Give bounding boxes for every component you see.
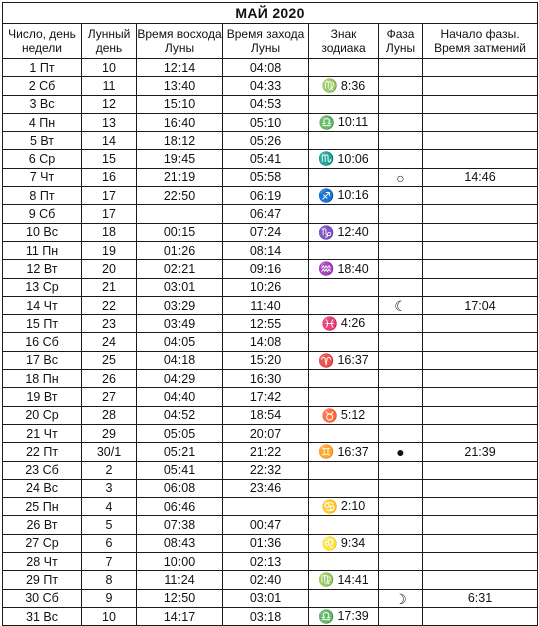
phase-start-cell bbox=[423, 223, 538, 241]
phase-start-cell bbox=[423, 534, 538, 552]
table-row bbox=[3, 132, 538, 150]
zodiac-cell bbox=[309, 424, 379, 442]
moonset-cell: 16:30 bbox=[223, 370, 309, 388]
moonrise-cell: 11:24 bbox=[137, 571, 223, 589]
lunar-day-cell: 5 bbox=[82, 516, 137, 534]
phase-start-cell: 17:04 bbox=[423, 296, 538, 314]
phase-start-cell bbox=[423, 406, 538, 424]
table-row bbox=[3, 296, 538, 314]
zodiac-cell bbox=[309, 315, 379, 333]
moonrise-cell: 05:21 bbox=[137, 443, 223, 461]
moonrise-cell: 12:14 bbox=[137, 59, 223, 77]
phase-start-cell bbox=[423, 498, 538, 516]
zodiac-cell bbox=[309, 388, 379, 406]
zodiac-entry-time: 12:40 bbox=[337, 224, 369, 239]
header-row bbox=[3, 24, 538, 59]
table-row bbox=[3, 168, 538, 186]
moon-phase-icon: ☽ bbox=[394, 590, 407, 607]
zodiac-entry-time: 16:37 bbox=[337, 353, 369, 368]
moonrise-cell: 10:00 bbox=[137, 553, 223, 571]
phase-cell bbox=[379, 589, 423, 607]
moonrise-cell: 00:15 bbox=[137, 223, 223, 241]
table-row bbox=[3, 607, 538, 625]
phase-cell bbox=[379, 461, 423, 479]
lunar-day-cell: 14 bbox=[82, 132, 137, 150]
lunar-day-cell: 20 bbox=[82, 260, 137, 278]
header-moonset: Время захода Луны bbox=[223, 24, 309, 59]
day-cell: 30 Сб bbox=[3, 589, 82, 607]
moonset-cell: 14:08 bbox=[223, 333, 309, 351]
table-row bbox=[3, 351, 538, 369]
day-cell: 16 Сб bbox=[3, 333, 82, 351]
moonrise-cell: 13:40 bbox=[137, 77, 223, 95]
day-cell: 2 Сб bbox=[3, 77, 82, 95]
zodiac-cell bbox=[309, 406, 379, 424]
zodiac-sign-icon: ♉ bbox=[321, 407, 338, 423]
phase-start-cell bbox=[423, 388, 538, 406]
phase-start-cell bbox=[423, 187, 538, 205]
moonrise-cell: 02:21 bbox=[137, 260, 223, 278]
lunar-day-cell: 3 bbox=[82, 479, 137, 497]
zodiac-entry-time: 9:34 bbox=[340, 536, 366, 551]
moonset-cell: 05:26 bbox=[223, 132, 309, 150]
moonset-cell: 07:24 bbox=[223, 223, 309, 241]
day-cell: 26 Вт bbox=[3, 516, 82, 534]
zodiac-entry-time: 5:12 bbox=[340, 407, 366, 422]
table-row bbox=[3, 315, 538, 333]
moonrise-cell: 12:50 bbox=[137, 589, 223, 607]
phase-cell bbox=[379, 424, 423, 442]
day-cell: 13 Ср bbox=[3, 278, 82, 296]
moonset-cell: 11:40 bbox=[223, 296, 309, 314]
table-row bbox=[3, 461, 538, 479]
table-row bbox=[3, 534, 538, 552]
moon-phase-icon: ○ bbox=[396, 169, 405, 186]
phase-cell bbox=[379, 296, 423, 314]
table-row bbox=[3, 424, 538, 442]
zodiac-sign-icon: ♒ bbox=[318, 261, 335, 277]
phase-cell bbox=[379, 553, 423, 571]
moonset-cell: 03:01 bbox=[223, 589, 309, 607]
moonrise-cell: 04:29 bbox=[137, 370, 223, 388]
zodiac-cell bbox=[309, 571, 379, 589]
zodiac-cell bbox=[309, 296, 379, 314]
lunar-day-cell: 10 bbox=[82, 59, 137, 77]
day-cell: 31 Вс bbox=[3, 607, 82, 625]
zodiac-cell bbox=[309, 187, 379, 205]
moonset-cell: 04:33 bbox=[223, 77, 309, 95]
header-zodiac-sign: Знак зодиака bbox=[309, 24, 379, 59]
phase-cell bbox=[379, 498, 423, 516]
table-row bbox=[3, 553, 538, 571]
table-row bbox=[3, 333, 538, 351]
phase-start-cell bbox=[423, 351, 538, 369]
phase-cell bbox=[379, 351, 423, 369]
table-row bbox=[3, 113, 538, 131]
day-cell: 14 Чт bbox=[3, 296, 82, 314]
moonrise-cell: 16:40 bbox=[137, 113, 223, 131]
moonrise-cell: 04:40 bbox=[137, 388, 223, 406]
lunar-day-cell: 9 bbox=[82, 589, 137, 607]
zodiac-cell bbox=[309, 443, 379, 461]
table-row bbox=[3, 187, 538, 205]
phase-start-cell bbox=[423, 260, 538, 278]
lunar-day-cell: 2 bbox=[82, 461, 137, 479]
day-cell: 12 Вт bbox=[3, 260, 82, 278]
table-row bbox=[3, 150, 538, 168]
lunar-day-cell: 6 bbox=[82, 534, 137, 552]
table-row bbox=[3, 443, 538, 461]
table-row bbox=[3, 589, 538, 607]
zodiac-sign-icon: ♎ bbox=[318, 114, 335, 130]
day-cell: 1 Пт bbox=[3, 59, 82, 77]
zodiac-cell bbox=[309, 534, 379, 552]
lunar-day-cell: 10 bbox=[82, 607, 137, 625]
phase-cell bbox=[379, 187, 423, 205]
day-cell: 19 Вт bbox=[3, 388, 82, 406]
moonset-cell: 21:22 bbox=[223, 443, 309, 461]
zodiac-cell bbox=[309, 59, 379, 77]
moonset-cell bbox=[223, 498, 309, 516]
zodiac-sign-icon: ♊ bbox=[318, 444, 335, 460]
header-day: Число, день недели bbox=[3, 24, 82, 59]
zodiac-entry-time: 8:36 bbox=[340, 78, 366, 93]
moonset-cell: 06:19 bbox=[223, 187, 309, 205]
moonrise-cell: 04:52 bbox=[137, 406, 223, 424]
phase-start-cell bbox=[423, 205, 538, 223]
phase-start-cell bbox=[423, 95, 538, 113]
moonset-cell: 02:13 bbox=[223, 553, 309, 571]
table-title: МАЙ 2020 bbox=[3, 3, 538, 24]
zodiac-sign-icon: ♍ bbox=[321, 78, 338, 94]
table-row bbox=[3, 59, 538, 77]
moon-phase-icon: ● bbox=[396, 444, 405, 461]
zodiac-sign-icon: ♑ bbox=[318, 224, 335, 240]
phase-cell bbox=[379, 571, 423, 589]
table-row bbox=[3, 498, 538, 516]
table-row bbox=[3, 241, 538, 259]
phase-cell bbox=[379, 516, 423, 534]
lunar-day-cell: 12 bbox=[82, 95, 137, 113]
moonset-cell: 02:40 bbox=[223, 571, 309, 589]
moonset-cell: 08:14 bbox=[223, 241, 309, 259]
zodiac-cell bbox=[309, 205, 379, 223]
day-cell: 29 Пт bbox=[3, 571, 82, 589]
moonset-cell: 04:53 bbox=[223, 95, 309, 113]
phase-cell bbox=[379, 59, 423, 77]
phase-cell bbox=[379, 333, 423, 351]
zodiac-cell bbox=[309, 498, 379, 516]
zodiac-sign-icon: ♈ bbox=[318, 352, 335, 368]
day-cell: 15 Пт bbox=[3, 315, 82, 333]
moonset-cell: 12:55 bbox=[223, 315, 309, 333]
moonrise-cell: 15:10 bbox=[137, 95, 223, 113]
phase-start-cell bbox=[423, 516, 538, 534]
day-cell: 24 Вс bbox=[3, 479, 82, 497]
day-cell: 21 Чт bbox=[3, 424, 82, 442]
moonrise-cell: 06:46 bbox=[137, 498, 223, 516]
lunar-day-cell: 24 bbox=[82, 333, 137, 351]
phase-start-cell bbox=[423, 59, 538, 77]
zodiac-cell bbox=[309, 241, 379, 259]
lunar-day-cell: 17 bbox=[82, 205, 137, 223]
moonset-cell: 20:07 bbox=[223, 424, 309, 442]
table-row bbox=[3, 516, 538, 534]
phase-cell bbox=[379, 315, 423, 333]
moonset-cell: 18:54 bbox=[223, 406, 309, 424]
zodiac-entry-time: 2:10 bbox=[340, 499, 366, 514]
title-row bbox=[3, 3, 538, 24]
day-cell: 28 Чт bbox=[3, 553, 82, 571]
lunar-day-cell: 13 bbox=[82, 113, 137, 131]
moonset-cell: 05:58 bbox=[223, 168, 309, 186]
phase-start-cell: 21:39 bbox=[423, 443, 538, 461]
phase-start-cell bbox=[423, 370, 538, 388]
lunar-day-cell: 15 bbox=[82, 150, 137, 168]
lunar-day-cell: 30/1 bbox=[82, 443, 137, 461]
zodiac-cell bbox=[309, 589, 379, 607]
lunar-day-cell: 28 bbox=[82, 406, 137, 424]
moonset-cell: 05:10 bbox=[223, 113, 309, 131]
day-cell: 10 Вс bbox=[3, 223, 82, 241]
moonset-cell: 01:36 bbox=[223, 534, 309, 552]
phase-cell bbox=[379, 77, 423, 95]
phase-cell bbox=[379, 278, 423, 296]
zodiac-cell bbox=[309, 333, 379, 351]
zodiac-entry-time: 4:26 bbox=[340, 316, 366, 331]
moonset-cell: 03:18 bbox=[223, 607, 309, 625]
moonset-cell: 06:47 bbox=[223, 205, 309, 223]
moonset-cell: 10:26 bbox=[223, 278, 309, 296]
moonrise-cell: 06:08 bbox=[137, 479, 223, 497]
moonrise-cell: 01:26 bbox=[137, 241, 223, 259]
table-row bbox=[3, 370, 538, 388]
zodiac-sign-icon: ♋ bbox=[321, 499, 338, 515]
phase-start-cell bbox=[423, 132, 538, 150]
moonset-cell: 23:46 bbox=[223, 479, 309, 497]
moonrise-cell bbox=[137, 205, 223, 223]
moonrise-cell: 05:05 bbox=[137, 424, 223, 442]
zodiac-entry-time: 10:16 bbox=[337, 188, 369, 203]
phase-start-cell bbox=[423, 571, 538, 589]
moonset-cell: 22:32 bbox=[223, 461, 309, 479]
phase-start-cell: 14:46 bbox=[423, 168, 538, 186]
phase-cell bbox=[379, 406, 423, 424]
lunar-day-cell: 11 bbox=[82, 77, 137, 95]
day-cell: 25 Пн bbox=[3, 498, 82, 516]
zodiac-cell bbox=[309, 607, 379, 625]
phase-start-cell bbox=[423, 607, 538, 625]
zodiac-cell bbox=[309, 553, 379, 571]
lunar-day-cell: 17 bbox=[82, 187, 137, 205]
lunar-day-cell: 26 bbox=[82, 370, 137, 388]
day-cell: 11 Пн bbox=[3, 241, 82, 259]
phase-cell bbox=[379, 370, 423, 388]
lunar-day-cell: 23 bbox=[82, 315, 137, 333]
moonrise-cell: 07:38 bbox=[137, 516, 223, 534]
zodiac-cell bbox=[309, 351, 379, 369]
moonset-cell: 09:16 bbox=[223, 260, 309, 278]
day-cell: 20 Ср bbox=[3, 406, 82, 424]
table-row bbox=[3, 95, 538, 113]
moonrise-cell: 05:41 bbox=[137, 461, 223, 479]
zodiac-cell bbox=[309, 461, 379, 479]
phase-start-cell bbox=[423, 479, 538, 497]
day-cell: 17 Вс bbox=[3, 351, 82, 369]
lunar-day-cell: 8 bbox=[82, 571, 137, 589]
zodiac-entry-time: 16:37 bbox=[337, 444, 369, 459]
zodiac-sign-icon: ♐ bbox=[318, 188, 335, 204]
moonrise-cell: 03:29 bbox=[137, 296, 223, 314]
table-row bbox=[3, 406, 538, 424]
moonset-cell: 05:41 bbox=[223, 150, 309, 168]
table-row bbox=[3, 260, 538, 278]
phase-cell bbox=[379, 607, 423, 625]
zodiac-entry-time: 18:40 bbox=[337, 261, 369, 276]
day-cell: 5 Вт bbox=[3, 132, 82, 150]
zodiac-cell bbox=[309, 132, 379, 150]
lunar-day-cell: 19 bbox=[82, 241, 137, 259]
phase-start-cell bbox=[423, 424, 538, 442]
lunar-day-cell: 21 bbox=[82, 278, 137, 296]
zodiac-cell bbox=[309, 223, 379, 241]
lunar-day-cell: 25 bbox=[82, 351, 137, 369]
zodiac-cell bbox=[309, 168, 379, 186]
phase-start-cell bbox=[423, 150, 538, 168]
lunar-day-cell: 16 bbox=[82, 168, 137, 186]
zodiac-cell bbox=[309, 77, 379, 95]
moonset-cell: 04:08 bbox=[223, 59, 309, 77]
table-row bbox=[3, 278, 538, 296]
phase-start-cell bbox=[423, 113, 538, 131]
day-cell: 3 Вс bbox=[3, 95, 82, 113]
moonrise-cell: 04:18 bbox=[137, 351, 223, 369]
phase-cell bbox=[379, 241, 423, 259]
zodiac-cell bbox=[309, 370, 379, 388]
moonrise-cell: 18:12 bbox=[137, 132, 223, 150]
phase-start-cell bbox=[423, 77, 538, 95]
table-row bbox=[3, 479, 538, 497]
moonrise-cell: 08:43 bbox=[137, 534, 223, 552]
phase-cell bbox=[379, 205, 423, 223]
moonrise-cell: 03:01 bbox=[137, 278, 223, 296]
zodiac-sign-icon: ♏ bbox=[318, 151, 335, 167]
phase-start-cell bbox=[423, 553, 538, 571]
table-row bbox=[3, 571, 538, 589]
phase-start-cell: 6:31 bbox=[423, 589, 538, 607]
lunar-day-cell: 7 bbox=[82, 553, 137, 571]
day-cell: 22 Пт bbox=[3, 443, 82, 461]
moonset-cell: 00:47 bbox=[223, 516, 309, 534]
day-cell: 7 Чт bbox=[3, 168, 82, 186]
table-row bbox=[3, 77, 538, 95]
zodiac-entry-time: 10:11 bbox=[337, 115, 369, 130]
moon-phase-icon: ☾ bbox=[394, 297, 407, 314]
header-phase-start: Начало фазы. Время затмений bbox=[423, 24, 538, 59]
moonrise-cell: 03:49 bbox=[137, 315, 223, 333]
zodiac-cell bbox=[309, 260, 379, 278]
lunar-day-cell: 4 bbox=[82, 498, 137, 516]
table-row bbox=[3, 223, 538, 241]
day-cell: 18 Пн bbox=[3, 370, 82, 388]
lunar-day-cell: 27 bbox=[82, 388, 137, 406]
table-row bbox=[3, 205, 538, 223]
zodiac-entry-time: 14:41 bbox=[337, 572, 369, 587]
header-lunar-day: Лунный день bbox=[82, 24, 137, 59]
table-body bbox=[3, 59, 538, 626]
day-cell: 23 Сб bbox=[3, 461, 82, 479]
phase-cell bbox=[379, 388, 423, 406]
lunar-day-cell: 22 bbox=[82, 296, 137, 314]
zodiac-cell bbox=[309, 479, 379, 497]
day-cell: 4 Пн bbox=[3, 113, 82, 131]
phase-cell bbox=[379, 443, 423, 461]
moonset-cell: 15:20 bbox=[223, 351, 309, 369]
day-cell: 27 Ср bbox=[3, 534, 82, 552]
phase-cell bbox=[379, 150, 423, 168]
phase-start-cell bbox=[423, 278, 538, 296]
zodiac-entry-time: 10:06 bbox=[337, 151, 369, 166]
moonrise-cell: 21:19 bbox=[137, 168, 223, 186]
zodiac-sign-icon: ♍ bbox=[318, 572, 335, 588]
moonset-cell: 17:42 bbox=[223, 388, 309, 406]
moonrise-cell: 14:17 bbox=[137, 607, 223, 625]
phase-cell bbox=[379, 223, 423, 241]
zodiac-cell bbox=[309, 150, 379, 168]
moonrise-cell: 22:50 bbox=[137, 187, 223, 205]
header-moon-phase: Фаза Луны bbox=[379, 24, 423, 59]
zodiac-cell bbox=[309, 95, 379, 113]
lunar-day-cell: 29 bbox=[82, 424, 137, 442]
zodiac-entry-time: 17:39 bbox=[337, 609, 369, 624]
day-cell: 6 Ср bbox=[3, 150, 82, 168]
zodiac-sign-icon: ♓ bbox=[321, 316, 338, 332]
moonrise-cell: 04:05 bbox=[137, 333, 223, 351]
zodiac-sign-icon: ♎ bbox=[318, 608, 335, 624]
phase-start-cell bbox=[423, 315, 538, 333]
header-moonrise: Время восхода Луны bbox=[137, 24, 223, 59]
phase-cell bbox=[379, 534, 423, 552]
phase-cell bbox=[379, 113, 423, 131]
zodiac-sign-icon: ♌ bbox=[321, 535, 338, 551]
lunar-day-cell: 18 bbox=[82, 223, 137, 241]
phase-cell bbox=[379, 479, 423, 497]
moonrise-cell: 19:45 bbox=[137, 150, 223, 168]
phase-start-cell bbox=[423, 333, 538, 351]
phase-cell bbox=[379, 95, 423, 113]
zodiac-cell bbox=[309, 113, 379, 131]
zodiac-cell bbox=[309, 516, 379, 534]
phase-cell bbox=[379, 132, 423, 150]
zodiac-cell bbox=[309, 278, 379, 296]
phase-start-cell bbox=[423, 241, 538, 259]
phase-cell bbox=[379, 168, 423, 186]
table-row bbox=[3, 388, 538, 406]
day-cell: 9 Сб bbox=[3, 205, 82, 223]
phase-start-cell bbox=[423, 461, 538, 479]
day-cell: 8 Пт bbox=[3, 187, 82, 205]
phase-cell bbox=[379, 260, 423, 278]
moon-calendar-table bbox=[2, 2, 538, 626]
